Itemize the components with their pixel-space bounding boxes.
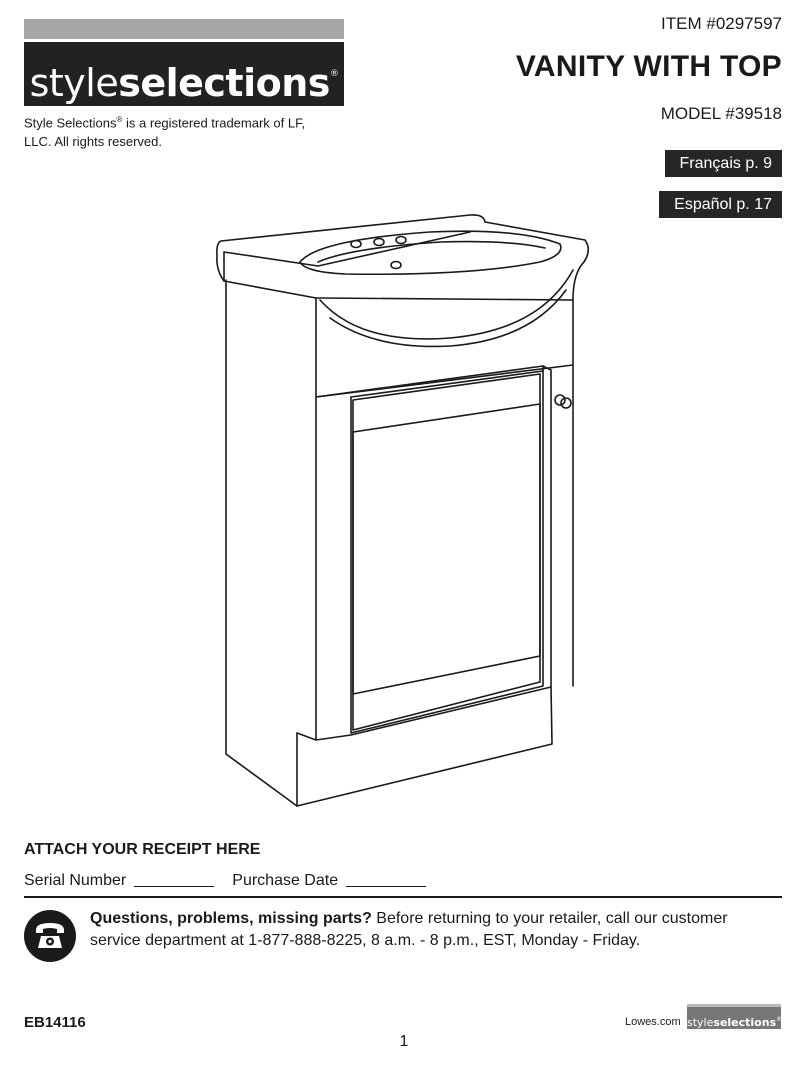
trademark-name: Style Selections	[24, 115, 117, 131]
brand-logo	[24, 42, 344, 106]
logo-text-selections: selections	[118, 61, 330, 105]
mini-logo-selections: selections	[713, 1016, 777, 1029]
cabinet-front-top-rail	[316, 298, 573, 397]
purchase-date-line	[346, 886, 426, 887]
logo-registered-mark: ®	[329, 69, 339, 79]
mini-logo-mark: ®	[776, 1016, 783, 1023]
item-number: ITEM #0297597	[661, 14, 782, 33]
purchase-date-label: Purchase Date	[232, 872, 339, 889]
faucet-hole-left	[351, 241, 361, 248]
telephone-icon	[24, 910, 76, 962]
footer-brand-logo	[687, 1004, 781, 1029]
drain-hole	[391, 262, 401, 269]
page-number: 1	[399, 1033, 409, 1050]
support-body: Before returning to your retailer, call our customer service department at 1-877-888-8225, 8 a.m. - 8 p.m., EST, Monday - Friday.	[90, 910, 728, 949]
serial-number-line	[134, 886, 214, 887]
apron-curve	[320, 270, 573, 339]
support-lead: Questions, problems, missing parts?	[90, 910, 372, 927]
document-title: VANITY WITH TOP	[515, 50, 782, 83]
door-stile-line	[543, 366, 551, 687]
brand-accent-bar	[24, 19, 344, 39]
retailer-link[interactable]: Lowes.com	[625, 1016, 681, 1028]
trademark-registered-mark: ®	[116, 115, 123, 124]
tab-french[interactable]: Français p. 9	[665, 150, 782, 177]
sink-top-outline	[217, 215, 588, 300]
trademark-text: is a registered trademark of LF, LLC. All rights reserved.	[24, 115, 306, 150]
mini-logo-style: style	[687, 1016, 714, 1029]
tab-spanish[interactable]: Español p. 17	[659, 191, 782, 218]
receipt-heading: ATTACH YOUR RECEIPT HERE	[24, 841, 261, 858]
vanity-cabinet-illustration	[210, 205, 600, 815]
cabinet-side	[226, 280, 297, 806]
section-divider	[24, 896, 782, 898]
model-number: MODEL #39518	[660, 104, 782, 123]
toe-kick	[297, 687, 552, 806]
document-code: EB14116	[24, 1014, 86, 1031]
trademark-notice	[24, 110, 324, 151]
door-frame	[351, 371, 543, 397]
faucet-hole-right	[396, 237, 406, 244]
door-knob-base	[561, 398, 571, 408]
receipt-fields	[24, 872, 444, 890]
basin-outline	[300, 231, 561, 274]
faucet-hole-middle	[374, 239, 384, 246]
serial-number-label: Serial Number	[24, 872, 127, 889]
door-panel-inner	[353, 404, 540, 694]
support-message	[90, 908, 780, 952]
logo-text-style: style	[29, 61, 119, 105]
door-knob	[555, 395, 565, 405]
